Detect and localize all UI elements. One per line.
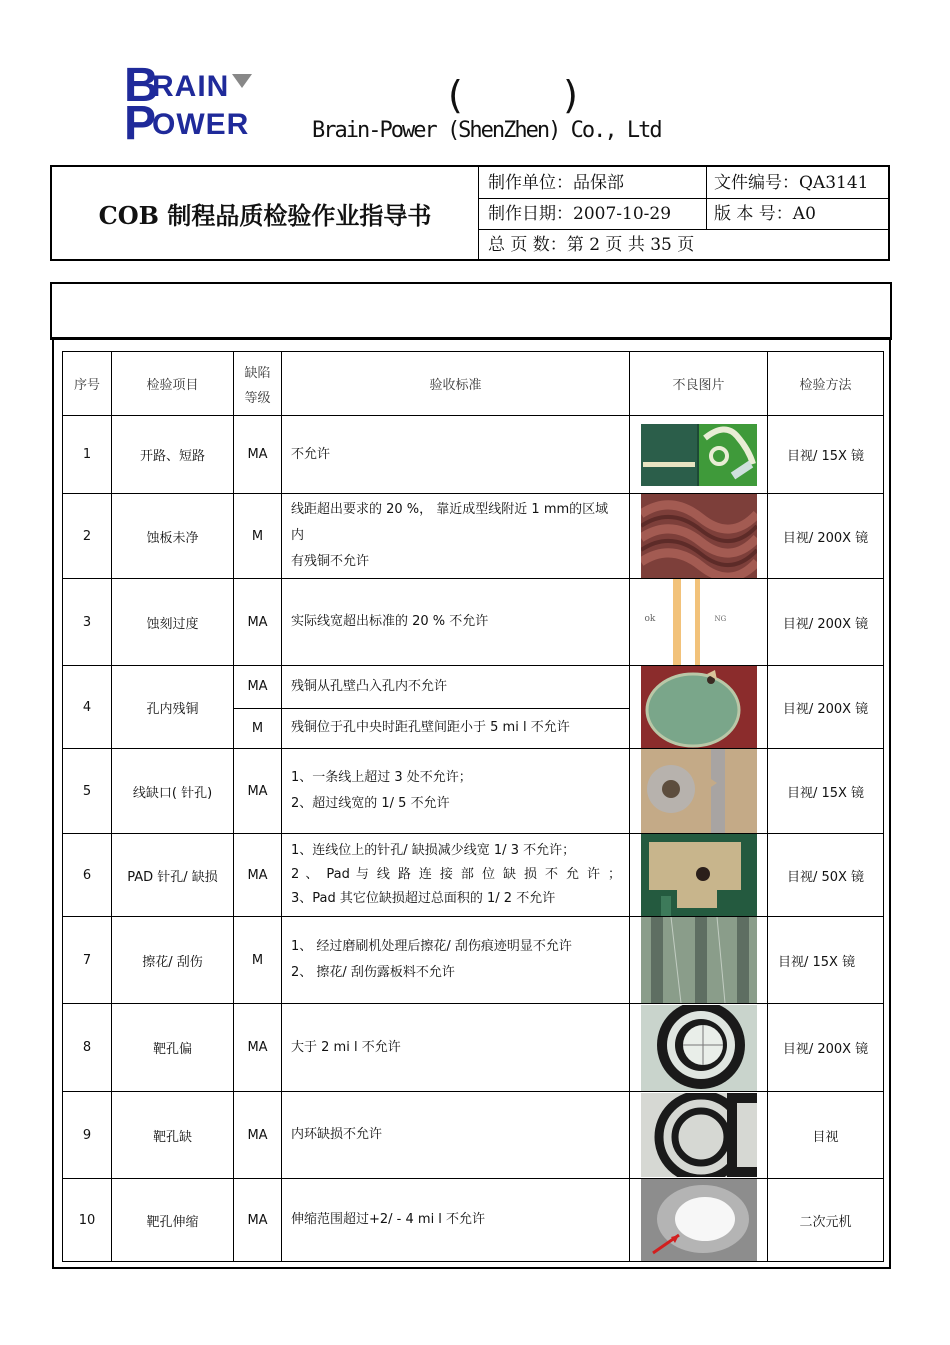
defect-photo-target-offset: [630, 1004, 768, 1092]
ok-label: ok: [644, 614, 656, 624]
defect-photo-target-missing: [630, 1092, 768, 1179]
row-level: M: [234, 494, 282, 579]
logo-letter-p: P: [124, 97, 157, 150]
defect-photo-line-nick: [630, 749, 768, 834]
std-line: 1、一条线上超过 3 处不允许；: [291, 770, 472, 785]
row-no: 6: [63, 834, 112, 917]
section-banner: [50, 282, 892, 340]
std-line: 有残铜不允许: [291, 554, 370, 569]
row-no: 9: [63, 1092, 112, 1179]
table-row: [63, 1092, 884, 1179]
std-line: 内环缺损不允许: [291, 1127, 383, 1142]
table-header-row: [63, 352, 884, 416]
row-standard: [282, 834, 630, 917]
header-method: 检验方法: [768, 352, 884, 416]
row-standard: [282, 494, 630, 579]
document-info-box: [50, 165, 890, 261]
row-item: 靶孔偏: [112, 1004, 234, 1092]
row-standard: [282, 1179, 630, 1262]
row-standard: [282, 917, 630, 1004]
row-method: 目视/ 200X 镜: [768, 666, 884, 749]
header-no: 序号: [63, 352, 112, 416]
row-item: 擦花/ 刮伤: [112, 917, 234, 1004]
row-no: 7: [63, 917, 112, 1004]
defect-photo-over-etching: [630, 579, 768, 666]
row-standard: [282, 708, 630, 749]
ng-label: NG: [714, 615, 727, 623]
row-level: MA: [234, 749, 282, 834]
std-line: 3、Pad 其它位缺损超过总面积的 1/ 2 不允许: [291, 891, 556, 906]
row-standard: [282, 416, 630, 494]
logo-letter-b: B: [124, 59, 159, 112]
header-standard: 验收标准: [282, 352, 630, 416]
row-level: MA: [234, 1004, 282, 1092]
paren-right: ): [563, 73, 578, 117]
defect-photo-target-shrink: [630, 1179, 768, 1262]
table-row: [63, 494, 884, 579]
defect-photo-hole-copper: [630, 666, 768, 749]
row-no: 5: [63, 749, 112, 834]
row-no: 10: [63, 1179, 112, 1262]
table-row: [63, 1004, 884, 1092]
table-row: [63, 917, 884, 1004]
header-level-line1: 缺陷: [244, 365, 271, 381]
company-logo: [124, 59, 254, 150]
row-standard: [282, 666, 630, 709]
row-level: MA: [234, 416, 282, 494]
row-standard: [282, 1092, 630, 1179]
row-method: 目视/ 200X 镜: [768, 1004, 884, 1092]
header-picture: 不良图片: [630, 352, 768, 416]
header-item: 检验项目: [112, 352, 234, 416]
inspection-table: [62, 351, 884, 1262]
row-level: M: [234, 708, 282, 749]
row-level: MA: [234, 579, 282, 666]
logo-text-ower: OWER: [152, 108, 250, 141]
row-item: 靶孔伸缩: [112, 1179, 234, 1262]
row-level: M: [234, 917, 282, 1004]
row-level: MA: [234, 834, 282, 917]
row-item: PAD 针孔/ 缺损: [112, 834, 234, 917]
row-item: 蚀刻过度: [112, 579, 234, 666]
page-count: 总 页 数：第 2 页 共 35 页: [488, 235, 695, 255]
row-no: 1: [63, 416, 112, 494]
table-row: [63, 834, 884, 917]
std-line: 1、 经过磨刷机处理后擦花/ 刮伤痕迹明显不允许: [291, 939, 572, 954]
std-line: 实际线宽超出标准的 20 % 不允许: [291, 614, 489, 629]
std-line: 伸缩范围超过+2/ - 4 mi l 不允许: [291, 1212, 486, 1227]
table-row: [63, 416, 884, 494]
company-name-cn-placeholder: [448, 72, 578, 118]
std-line: 大于 2 mi l 不允许: [291, 1039, 401, 1055]
row-method: 目视/ 15X 镜: [768, 416, 884, 494]
defect-photo-residual-copper: [630, 494, 768, 579]
company-name-en: Brain-Power (ShenZhen) Co., Ltd: [312, 118, 661, 143]
row-level: MA: [234, 1092, 282, 1179]
row-method: 目视/ 200X 镜: [768, 579, 884, 666]
row-item: 开路、短路: [112, 416, 234, 494]
row-no: 8: [63, 1004, 112, 1092]
paren-left: (: [448, 73, 463, 117]
defect-photo-scratch: [630, 917, 768, 1004]
logo-text-rain: RAIN: [152, 70, 230, 103]
document-title: COB 制程品质检验作业指导书: [52, 167, 479, 259]
production-unit: 制作单位：品保部: [488, 173, 624, 193]
document-number: 文件编号：QA3141: [714, 173, 869, 193]
version-number: 版 本 号：A0: [714, 204, 816, 224]
defect-photo-open-short: [630, 416, 768, 494]
production-date: 制作日期：2007-10-29: [488, 204, 672, 224]
row-no: 4: [63, 666, 112, 749]
row-no: 2: [63, 494, 112, 579]
std-line: 1、连线位上的针孔/ 缺损减少线宽 1/ 3 不允许；: [291, 843, 576, 858]
row-item: 孔内残铜: [112, 666, 234, 749]
row-level: MA: [234, 666, 282, 709]
row-method: 目视/ 15X 镜: [768, 917, 884, 1004]
row-standard: [282, 579, 630, 666]
row-standard: [282, 749, 630, 834]
row-level: MA: [234, 1179, 282, 1262]
row-standard: [282, 1004, 630, 1092]
defect-photo-pad-pinhole: [630, 834, 768, 917]
table-row: [63, 579, 884, 666]
std-line: 2、 擦花/ 刮伤露板料不允许: [291, 965, 455, 980]
std-line: 线距超出要求的 20 %， 靠近成型线附近 1 mm的区域内: [291, 502, 609, 543]
table-row: [63, 1179, 884, 1262]
row-no: 3: [63, 579, 112, 666]
row-item: 靶孔缺: [112, 1092, 234, 1179]
std-line: 2 、 Pad 与 线 路 连 接 部 位 缺 损 不 允 许 ；: [291, 867, 621, 882]
logo-triangle-icon: [232, 74, 252, 88]
header-level: [234, 352, 282, 416]
header-level-line2: 等级: [244, 390, 271, 406]
row-item: 蚀板未净: [112, 494, 234, 579]
std-line: 2、超过线宽的 1/ 5 不允许: [291, 796, 450, 811]
table-row: [63, 666, 884, 709]
row-item: 线缺口( 针孔): [112, 749, 234, 834]
row-method: 目视/ 15X 镜: [768, 749, 884, 834]
std-line: 不允许: [291, 446, 331, 462]
row-method: 目视/ 200X 镜: [768, 494, 884, 579]
std-line: 残铜从孔壁凸入孔内不允许: [291, 678, 448, 694]
row-method: 二次元机: [768, 1179, 884, 1262]
row-method: 目视: [768, 1092, 884, 1179]
table-row: [63, 749, 884, 834]
row-method: 目视/ 50X 镜: [768, 834, 884, 917]
std-line: 残铜位于孔中央时距孔壁间距小于 5 mi l 不允许: [291, 720, 570, 736]
